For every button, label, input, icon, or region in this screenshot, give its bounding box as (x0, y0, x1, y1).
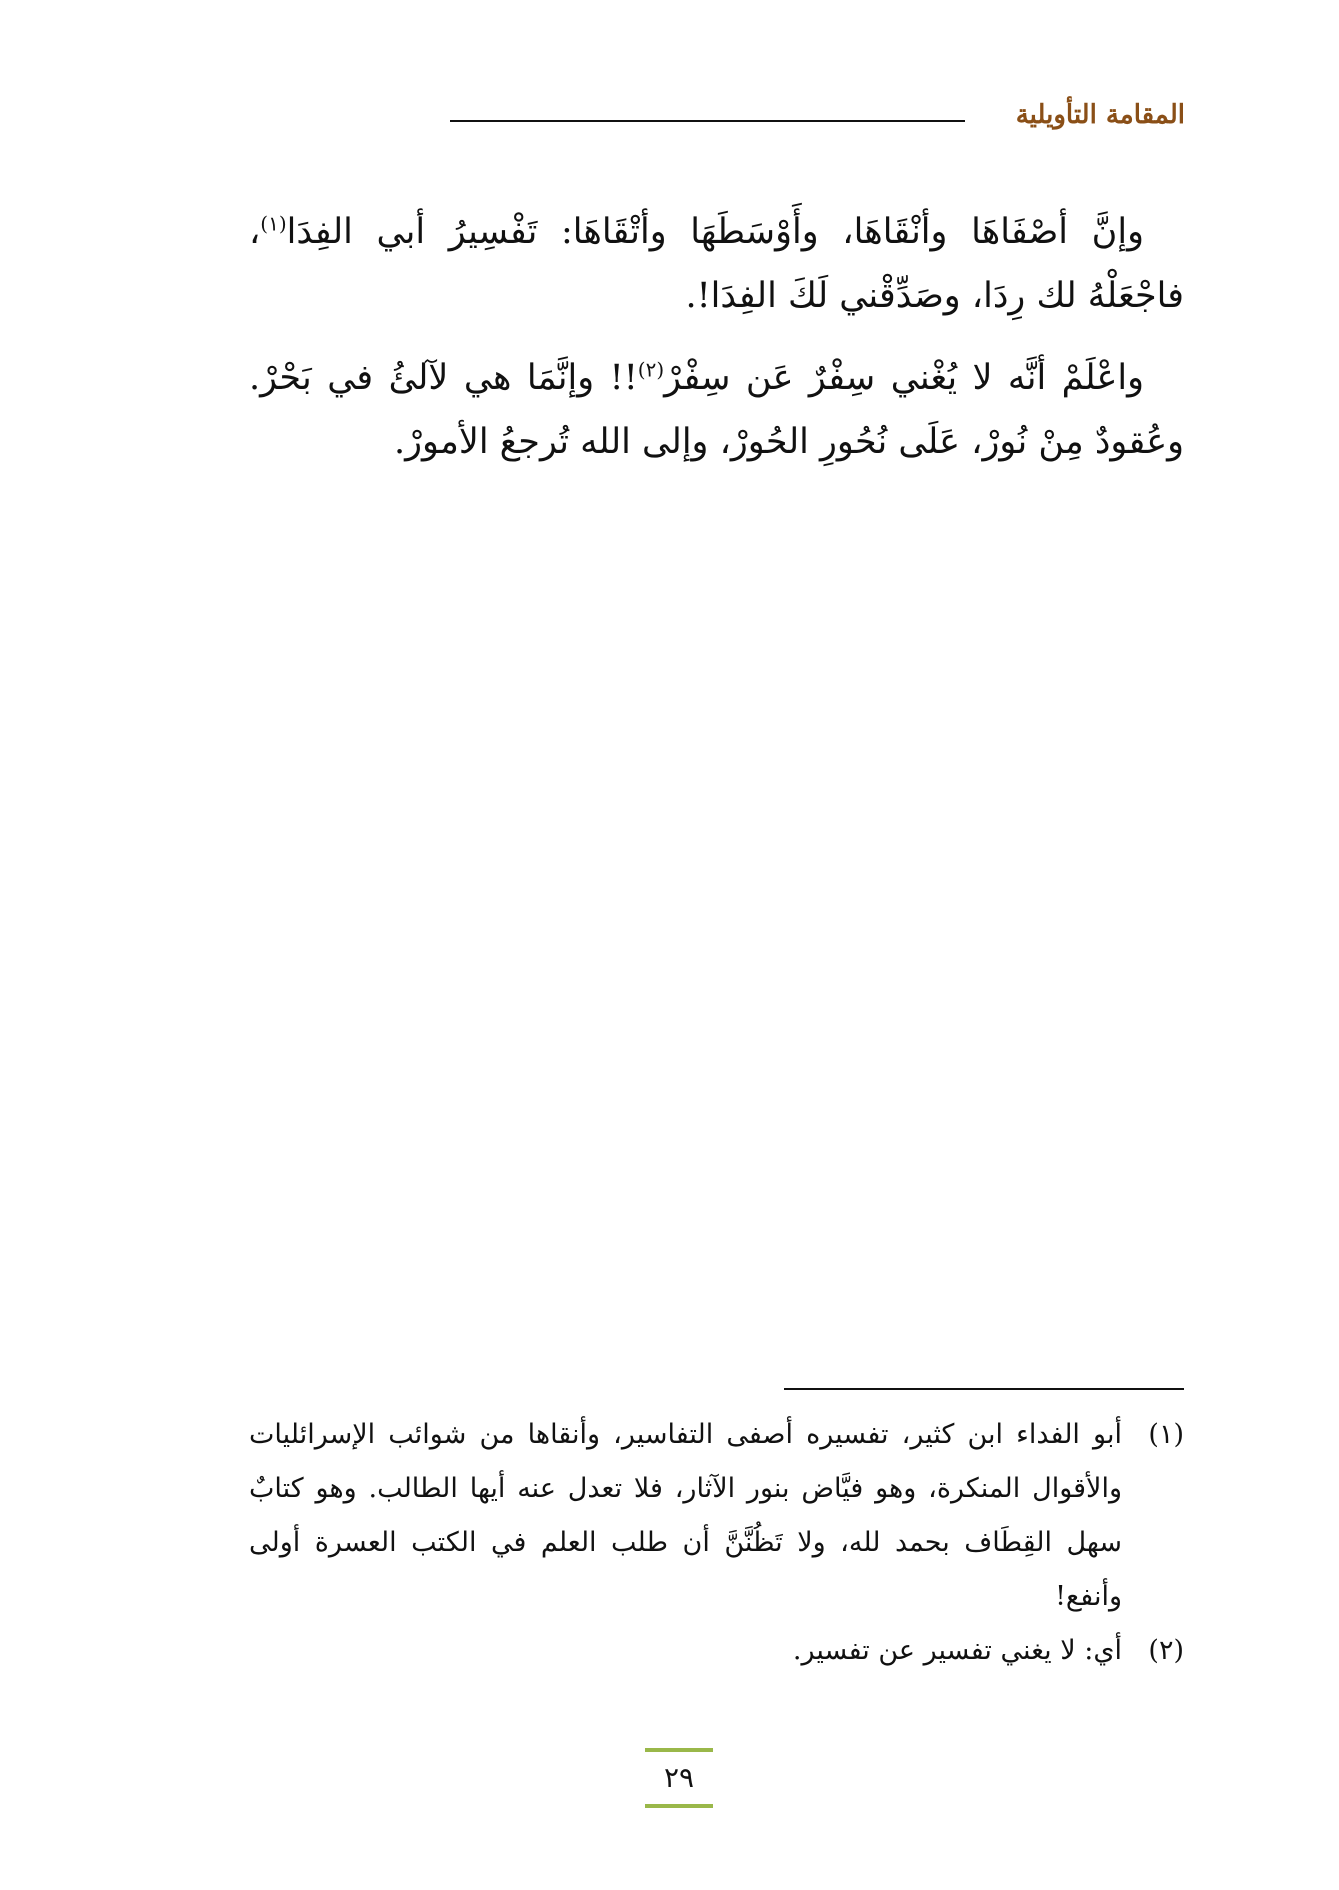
page-number-block (645, 1748, 713, 1808)
paragraph-2-tail: !! وإنَّمَا هي لآلئُ في بَحْرْ. وعُقودٌ مِنْ نُورْ، عَلَى نُحُورِ الحُورْ، وإلى الله تُرجعُ الأمورْ. (249, 358, 1184, 462)
footnote-separator (784, 1388, 1184, 1390)
paragraph-1 (249, 200, 1184, 328)
footnote-ref-1[interactable]: (١) (260, 211, 287, 236)
footnote-1 (249, 1408, 1184, 1624)
footnote-2-number: (٢) (1148, 1635, 1184, 1666)
header-rule (450, 120, 965, 122)
main-text (249, 200, 1184, 492)
footnote-2 (249, 1624, 1184, 1678)
footnote-2-text: أي: لا يغني تفسير عن تفسير. (792, 1635, 1122, 1666)
footnote-1-text: أبو الفداء ابن كثير، تفسيره أصفى التفاسير، وأنقاها من شوائب الإسرائليات والأقوال المنكرة، وهو فيَّاض بنور الآثار، فلا تعدل عنه أيها الطالب. وهو كتابٌ سهل القِطَاف بحمد لله، ولا تَظُنَّنَّ أن طلب العلم في الكتب العسرة أولى وأنفع! (249, 1419, 1122, 1612)
header-title: المقامة التأويلية (1015, 100, 1185, 130)
footnotes (249, 1408, 1184, 1678)
page-number: ٢٩ (663, 1761, 695, 1794)
footnote-ref-2[interactable]: (٢) (637, 357, 665, 382)
running-header (250, 98, 1185, 148)
paragraph-2 (249, 346, 1184, 474)
paragraph-1-tail: ، فاجْعَلْهُ لك رِدَا، وصَدِّقْني لَكَ الفِدَا!. (249, 212, 1184, 316)
paragraph-1-text: وإنَّ أصْفَاهَا وأنْقَاهَا، وأَوْسَطَهَا وأتْقَاهَا: تَفْسِيرُ أبي الفِدَا (286, 212, 1144, 252)
footnote-1-number: (١) (1148, 1419, 1184, 1450)
page-number-bottom-bar (645, 1804, 713, 1808)
paragraph-2-text: واعْلَمْ أنَّه لا يُغْني سِفْرٌ عَن سِفْرْ (664, 358, 1145, 398)
